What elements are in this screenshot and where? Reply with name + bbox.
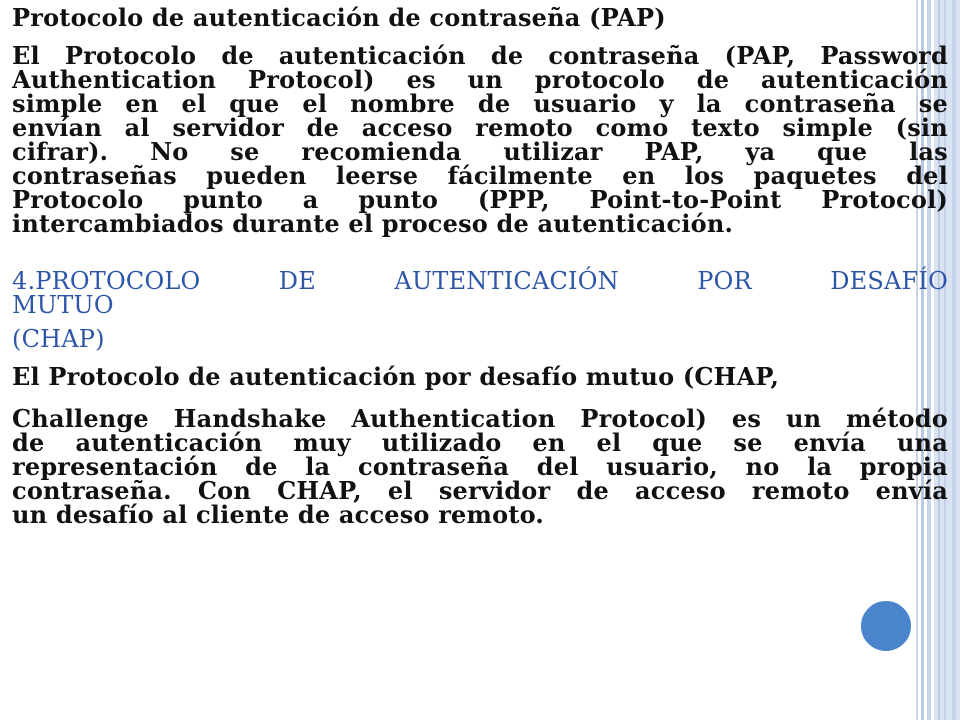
chap-heading-line-2: MUTUO	[12, 291, 114, 319]
word: que	[229, 89, 280, 118]
spacer	[12, 236, 952, 269]
word: CHAP,	[277, 476, 362, 505]
chap-heading-line-3: (CHAP)	[12, 325, 105, 353]
word: leerse	[335, 161, 419, 190]
word: es	[406, 65, 436, 94]
word: el	[302, 89, 328, 118]
word: (sin	[895, 113, 948, 142]
word: contraseña.	[12, 476, 172, 505]
word: de	[477, 89, 511, 118]
word: (PAP,	[724, 41, 796, 70]
word: de	[245, 452, 278, 481]
word: PAP,	[644, 137, 704, 166]
word: que	[817, 137, 868, 166]
word: en	[532, 428, 566, 457]
word: es	[731, 404, 762, 433]
word: ya	[745, 137, 776, 166]
word: utilizar	[503, 137, 603, 166]
word: simple	[12, 89, 103, 118]
word: envía	[793, 428, 866, 457]
word: texto	[691, 113, 760, 142]
word: paquetes	[753, 161, 877, 190]
word: Con	[197, 476, 251, 505]
word: fácilmente	[447, 161, 593, 190]
word: el	[596, 428, 622, 457]
pap-title: Protocolo de autenticación de contraseña (PAP)	[12, 3, 666, 32]
word: como	[595, 113, 669, 142]
word: muy	[293, 428, 351, 457]
word: el	[181, 89, 207, 118]
word: de	[696, 65, 730, 94]
word: 4.PROTOCOLO	[12, 267, 201, 295]
chap-intro-line: El Protocolo de autenticación por desafío mutuo (CHAP,	[12, 362, 780, 391]
word: las	[909, 137, 948, 166]
word: remoto	[475, 113, 573, 142]
word: propia	[859, 452, 948, 481]
word: recomienda	[301, 137, 462, 166]
word: usuario,	[606, 452, 718, 481]
word: DE	[278, 267, 316, 295]
word: nombre	[350, 89, 455, 118]
word: de	[576, 476, 609, 505]
word: autenticación	[761, 65, 948, 94]
word: un	[467, 65, 503, 94]
word: Protocolo	[12, 185, 144, 214]
word: envía	[875, 476, 948, 505]
word: Handshake	[173, 404, 327, 433]
word: que	[652, 428, 703, 457]
word: del	[906, 161, 948, 190]
word: Protocol)	[580, 404, 708, 433]
word: se	[733, 428, 763, 457]
word: los	[684, 161, 725, 190]
word: se	[230, 137, 260, 166]
pap-last-line: intercambiados durante el proceso de autenticación.	[12, 209, 734, 238]
word: punto	[358, 185, 439, 214]
word: la	[305, 452, 331, 481]
word: acceso	[635, 476, 726, 505]
accent-circle	[858, 598, 914, 654]
word: contraseñas	[12, 161, 177, 190]
word: Password	[820, 41, 948, 70]
word: de	[221, 41, 254, 70]
word: contraseña	[744, 89, 896, 118]
word: un	[785, 404, 822, 433]
chap-paragraph	[12, 404, 952, 529]
word: envían	[12, 113, 102, 142]
word: Authentication	[351, 404, 556, 433]
word: método	[846, 404, 948, 433]
word: de	[306, 113, 340, 142]
word: remoto	[751, 476, 850, 505]
word: a	[302, 185, 319, 214]
word: servidor	[438, 476, 551, 505]
word: pueden	[206, 161, 307, 190]
word: la	[696, 89, 722, 118]
word: (PPP,	[477, 185, 550, 214]
word: DESAFÍO	[830, 267, 948, 295]
word: usuario	[533, 89, 637, 118]
word: Protocolo	[64, 41, 197, 70]
word: del	[536, 452, 579, 481]
word: punto	[183, 185, 263, 214]
word: representación	[12, 452, 218, 481]
chap-heading-line	[12, 269, 948, 293]
word: AUTENTICACIÓN	[394, 267, 619, 295]
word: autenticación	[278, 41, 466, 70]
word: simple	[782, 113, 873, 142]
decorative-stripe	[952, 0, 956, 720]
word: No	[150, 137, 189, 166]
word: contraseña	[357, 452, 510, 481]
word: se	[918, 89, 948, 118]
word: Point-to-Point	[589, 185, 782, 214]
word: autenticación	[75, 428, 263, 457]
spacer	[12, 317, 952, 327]
word: en	[125, 89, 159, 118]
word: Protocol)	[248, 65, 375, 94]
chap-heading	[12, 269, 952, 351]
word: la	[807, 452, 833, 481]
word: acceso	[361, 113, 453, 142]
word: de	[12, 428, 45, 457]
word: Challenge	[12, 404, 149, 433]
word: no	[745, 452, 780, 481]
slide-content	[12, 3, 952, 529]
word: al	[124, 113, 150, 142]
word: protocolo	[534, 65, 665, 94]
word: el	[387, 476, 413, 505]
word: cifrar).	[12, 137, 109, 166]
word: una	[896, 428, 948, 457]
word: Protocol)	[821, 185, 948, 214]
word: de	[490, 41, 524, 70]
word: en	[622, 161, 656, 190]
word: contraseña	[548, 41, 700, 70]
word: utilizado	[381, 428, 502, 457]
word: El	[12, 41, 40, 70]
word: y	[659, 89, 674, 118]
word: Authentication	[12, 65, 217, 94]
word: POR	[697, 267, 752, 295]
word: servidor	[172, 113, 284, 142]
chap-last-line: un desafío al cliente de acceso remoto.	[12, 500, 544, 529]
pap-paragraph	[12, 41, 952, 238]
